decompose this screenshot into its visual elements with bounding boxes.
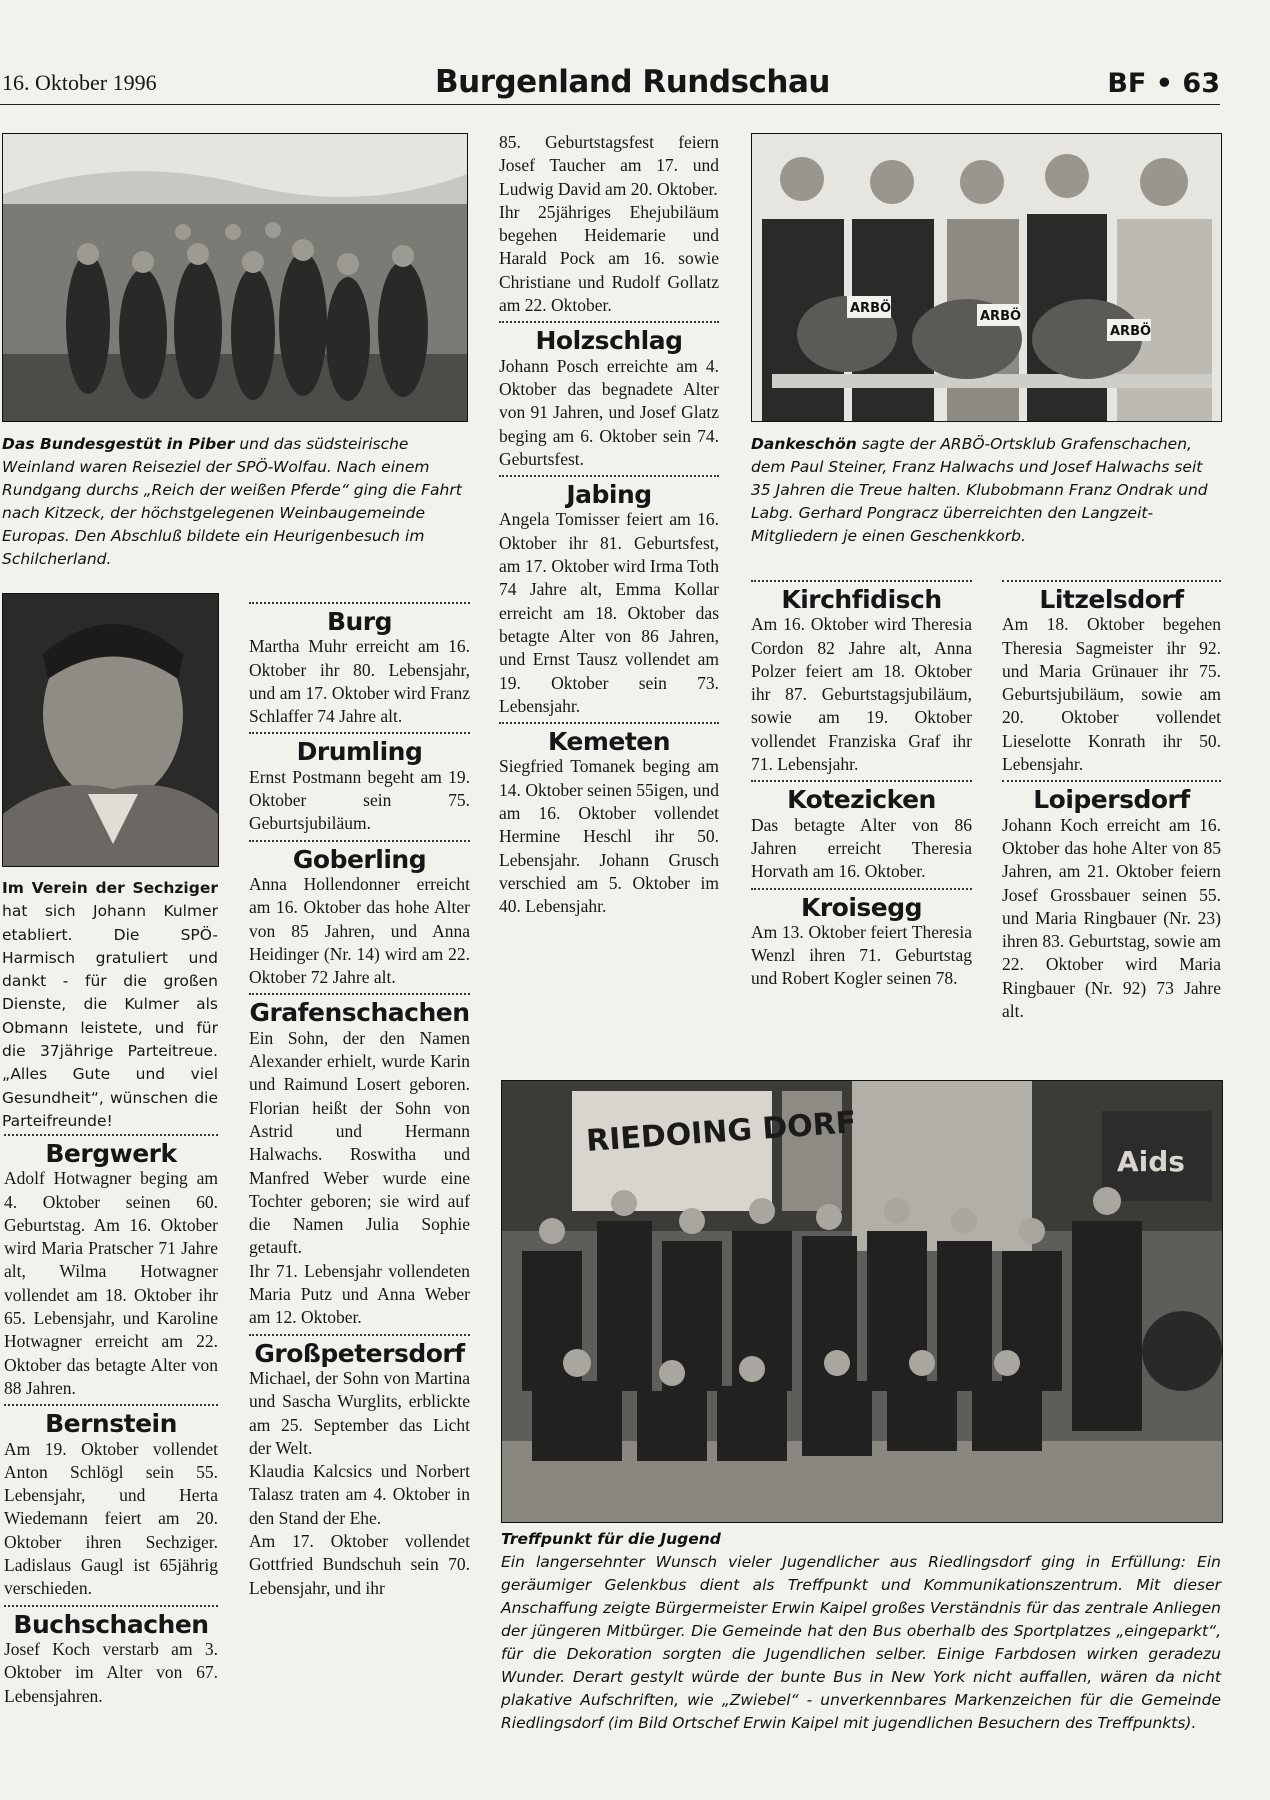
- divider: [1002, 780, 1221, 782]
- divider: [249, 1334, 470, 1336]
- heading-loipersdorf: Loipersdorf: [1033, 785, 1190, 815]
- text-buchschachen: Josef Koch verstarb am 3. Oktober im Alter von 67. Lebensjahren.: [4, 1638, 218, 1706]
- text-bergwerk: Adolf Hotwagner beging am 4. Oktober seinen 60. Geburtstag. Am 16. Oktober wird Maria Pratscher 71 Jahre alt, Wilma Hotwagner vollendet am 18. Oktober ihr 65. Lebensjahr, und Karoline Hotwagner erreicht am 22. Oktober das betagte Alter von 88 Jahren.: [4, 1168, 218, 1398]
- piber-group-photo: [2, 133, 468, 422]
- heading-bergwerk: Bergwerk: [45, 1139, 177, 1168]
- divider: [249, 732, 470, 734]
- text-burg: Martha Muhr erreicht am 16. Oktober ihr 80. Lebensjahr, und am 17. Oktober wird Franz Schlaffer 74 Jahre alt.: [249, 636, 470, 727]
- text-litzelsdorf: Am 18. Oktober begehen Theresia Sagmeister ihr 92. und Maria Grünauer ihr 75. Geburtsjubiläum, sowie am 20. Oktober vollendet Lieselotte Konrath ihr 50. Lebensjahr.: [1002, 614, 1221, 775]
- text-goberling: Anna Hollendonner erreicht am 16. Oktober das hohe Alter von 85 Jahren, und Anna Heidinger (Nr. 14) wird am 22. Oktober 72 Jahre alt.: [249, 873, 470, 988]
- kulmer-caption-lead: Im Verein der Sechziger: [2, 879, 218, 897]
- heading-bernstein: Bernstein: [45, 1409, 177, 1439]
- kulmer-caption: [2, 877, 218, 1133]
- column-1: [4, 1130, 218, 1708]
- arboe-caption: [751, 433, 1219, 548]
- text-grafenschachen-2: Ihr 71. Lebensjahr vollendeten Maria Putz und Anna Weber am 12. Oktober.: [249, 1260, 470, 1328]
- text-kroisegg: Am 13. Oktober feiert Theresia Wenzl ihren 71. Geburtstag und Robert Kogler seinen 78.: [751, 921, 972, 989]
- kulmer-portrait-photo: [2, 593, 219, 867]
- text-kotezicken: Das betagte Alter von 86 Jahren erreicht Theresia Horvath am 16. Oktober.: [751, 814, 972, 882]
- column-4: [751, 576, 972, 991]
- divider: [751, 888, 972, 890]
- heading-grosspetersdorf: Großpetersdorf: [254, 1338, 465, 1368]
- divider: [499, 722, 719, 724]
- heading-kotezicken: Kotezicken: [787, 785, 936, 815]
- text-drumling: Ernst Postmann begeht am 19. Oktober sein 75. Geburtsjubiläum.: [249, 766, 470, 834]
- jugend-caption: [501, 1528, 1221, 1735]
- heading-jabing: Jabing: [566, 480, 652, 510]
- heading-grafenschachen: Grafenschachen: [249, 998, 470, 1028]
- bus-graffiti-text: RIEDOING DORF: [585, 1105, 858, 1159]
- text-grosspetersdorf-3: Am 17. Oktober vollendet Gottfried Bundschuh sein 70. Lebensjahr, und ihr: [249, 1530, 470, 1598]
- heading-holzschlag: Holzschlag: [535, 326, 683, 356]
- text-jabing: Angela Tomisser feiert am 16. Oktober ihr 81. Geburtsfest, am 17. Oktober wird Irma Toth 74 Jahre alt, Emma Kollar erreicht am 18. Oktober das betagte Alter von 86 Jahren, und Ernst Tausz vollendet am 19. Oktober sein 73. Lebensjahr.: [499, 509, 719, 716]
- divider: [499, 321, 719, 323]
- heading-kemeten: Kemeten: [547, 727, 671, 757]
- divider: [4, 1404, 218, 1406]
- divider: [4, 1134, 218, 1136]
- column-3: [499, 131, 719, 919]
- text-kemeten: Siegfried Tomanek beging am 14. Oktober seinen 55igen, und am 16. Oktober vollendet Hermine Heschl ihr 50. Lebensjahr. Johann Grusch verschied am 5. Oktober im 40. Lebensjahr.: [499, 756, 719, 917]
- heading-kirchfidisch: Kirchfidisch: [781, 585, 942, 614]
- piber-caption-text: und das südsteirische Weinland waren Reiseziel der SPÖ-Wolfau. Nach einem Rundgang durchs „Reich der weißen Pferde“ ging die Fahrt nach Kitzeck, der höchstgelegenen Weinbaugemeinde Europas. Den Abschluß bildete ein Heurigenbesuch im Schilcherland.: [2, 435, 462, 568]
- arboe-caption-text: sagte der ARBÖ-Ortsklub Grafenschachen, dem Paul Steiner, Franz Halwachs und Josef Halwachs seit 35 Jahren die Treue halten. Klubobmann Franz Ondrak und Labg. Gerhard Pongracz überreichten den Langzeit-Mitgliedern je einen Geschenkkorb.: [751, 435, 1208, 545]
- issue-date: 16. Oktober 1996: [2, 70, 157, 95]
- column-2: [249, 598, 470, 1600]
- text-bernstein: Am 19. Oktober vollendet Anton Schlögl sein 55. Lebensjahr, und Herta Wiedemann feiert am 20. Oktober ihren Sechziger. Ladislaus Gaugl ist 65jährig verschieden.: [4, 1438, 218, 1599]
- piber-caption: [2, 433, 462, 571]
- heading-kroisegg: Kroisegg: [800, 892, 923, 922]
- text-grafenschachen: Ein Sohn, der den Namen Alexander erhielt, wurde Karin und Raimund Losert geboren. Florian heißt der Sohn von Astrid und Hermann Halwachs. Roswitha und Manfred Weber wurde eine Tochter geboren; sie wird auf die Namen Julia Sophie getauft.: [249, 1027, 470, 1258]
- divider: [249, 993, 470, 995]
- text-intro: 85. Geburtstagsfest feiern Josef Taucher am 17. und Ludwig David am 20. Oktober.: [499, 132, 719, 199]
- masthead: [0, 0, 1270, 110]
- text-intro-2: Ihr 25jähriges Ehejubiläum begehen Heidemarie und Harald Pock am 16. sowie Christiane und Rudolf Gollatz am 22. Oktober.: [499, 201, 719, 316]
- text-holzschlag: Johann Posch erreichte am 4. Oktober das begnadete Alter von 91 Jahren, und Josef Glatz beging am 6. Oktober sein 74. Geburtsfest.: [499, 355, 719, 469]
- text-grosspetersdorf-2: Klaudia Kalcsics und Norbert Talasz traten am 4. Oktober in den Stand der Ehe.: [249, 1461, 470, 1528]
- arboe-basket-label-2: ARBÖ: [980, 309, 1022, 324]
- heading-goberling: Goberling: [292, 844, 427, 874]
- arboe-photo: [751, 133, 1222, 422]
- kulmer-caption-text: hat sich Johann Kulmer etabliert. Die SPÖ-Harmisch gratuliert und dankt - für die großen Dienste, die Kulmer als Obmann leistete, und für die 37jährige Parteitreue. „Alles Gute und viel Gesundheit“, wünschen die Parteifreunde!: [2, 902, 218, 1130]
- jugend-caption-text: Ein langersehnter Wunsch vieler Jugendlicher aus Riedlingsdorf ging in Erfüllung: Ein geräumiger Gelenkbus dient als Treffpunkt und Kommunikationszentrum. Mit dieser Anschaffung zeigte Bürgermeister Erwin Kaipel großes Verständnis für das zentrale Anliegen der jüngeren Mitbürger. Die Gemeinde hat den Bus oberhalb des Sportplatzes „eingeparkt“, für die Dekoration sorgten die Jugendlichen selber. Einige Farbdosen wirken geradezu Wunder. Derart gestylt würde der bunte Bus in New York nicht auffallen, wären da nicht plakative Aufschriften, wie „Zwiebel“ - unverkennbares Markenzeichen für die Gemeinde Riedlingsdorf (im Bild Ortschef Erwin Kaipel mit jugendlichen Besuchern des Treffpunkts).: [501, 1553, 1221, 1732]
- divider: [249, 602, 470, 604]
- heading-drumling: Drumling: [296, 737, 423, 767]
- jugend-bus-photo: [501, 1080, 1223, 1523]
- heading-litzelsdorf: Litzelsdorf: [1039, 585, 1184, 614]
- piber-caption-lead: Das Bundesgestüt in Piber: [2, 435, 235, 453]
- arboe-basket-label-3: ARBÖ: [1110, 324, 1152, 339]
- divider: [1002, 580, 1221, 582]
- heading-burg: Burg: [326, 607, 393, 636]
- arboe-basket-label-1: ARBÖ: [850, 301, 892, 316]
- text-kirchfidisch: Am 16. Oktober wird Theresia Cordon 82 Jahre alt, Anna Polzer feiert am 18. Oktober ihr 87. Geburtstagsjubiläum, sowie am 19. Oktober vollendet Franziska Graf ihr 71. Lebensjahr.: [751, 614, 972, 775]
- heading-buchschachen: Buchschachen: [13, 1609, 209, 1639]
- column-5: [1002, 576, 1221, 1023]
- page-number: BF • 63: [1107, 68, 1220, 99]
- bus-side-text: Aids: [1117, 1145, 1185, 1178]
- divider: [751, 780, 972, 782]
- text-loipersdorf: Johann Koch erreicht am 16. Oktober das hohe Alter von 85 Jahren, am 21. Oktober feiern Josef Grossbauer seinen 55. und Maria Ringbauer (Nr. 23) ihren 83. Geburtstag, sowie am 22. Oktober wird Maria Ringbauer (Nr. 92) 73 Jahre alt.: [1002, 814, 1221, 1022]
- divider: [499, 475, 719, 477]
- text-grosspetersdorf: Michael, der Sohn von Martina und Sascha Wurglits, erblickte am 25. September das Licht der Welt.: [249, 1367, 470, 1458]
- divider: [4, 1605, 218, 1607]
- arboe-caption-lead: Dankeschön: [751, 435, 857, 453]
- divider: [751, 580, 972, 582]
- jugend-caption-title: Treffpunkt für die Jugend: [501, 1530, 721, 1548]
- masthead-rule: [0, 104, 1220, 105]
- divider: [249, 840, 470, 842]
- newspaper-title: Burgenland Rundschau: [435, 64, 830, 100]
